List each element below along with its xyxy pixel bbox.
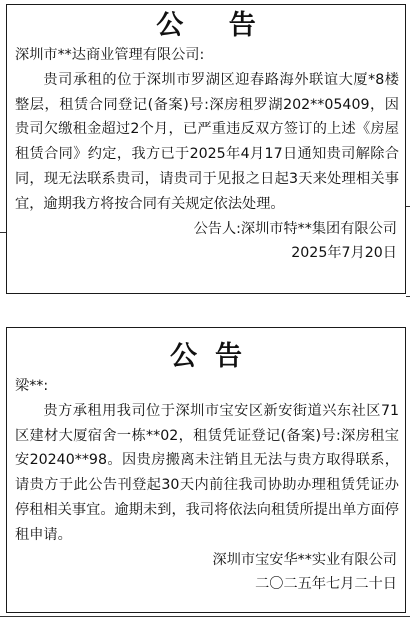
divider-line-right [406,206,410,207]
notice-date: 2025年7月20日 [291,245,397,262]
divider-line-bottom [0,616,410,617]
notice-title: 公 告 [156,10,274,41]
divider-line-right-lower [406,296,410,297]
notice-date: 二〇二五年七月二十日 [255,576,397,593]
notice-signatory: 公告人:深圳市特**集团有限公司 [193,220,397,237]
notice-signatory: 深圳市宝安华**实业有限公司 [212,551,397,568]
notice-addressee: 梁**: [15,378,49,394]
notice-body: 贵司承租的位于深圳市罗湖区迎春路海外联谊大厦*8楼整层，租赁合同登记(备案)号:深房租罗湖202**05409，因贵司欠缴租金超过2个月，已严重违反双方签订的上述《房屋租赁合同》约定，我方已于2025年4月17日通知贵司解除合同，现无法联系贵司，请贵司于见报之日起3天来处理相关事宜，逾期我方将按合同有关规定依法处理。 [15,71,399,212]
notice-title: 公告 [170,341,260,372]
notice-box [6,4,406,294]
notice-addressee: 深圳市**达商业管理有限公司: [15,47,205,63]
notice-body: 贵方承租用我司位于深圳市宝安区新安街道兴东社区71区建材大厦宿舍一栋**02，租赁凭证登记(备案)号:深房租宝安20240**98。因贵房搬离未注销且无法与贵方取得联系，请贵方于此公告刊登起30天内前往我司协助办理租赁凭证办停租相关事宜。逾期未到，我司将依法向租赁所提出单方面停租申请。 [15,402,399,543]
notice-box [6,327,406,613]
